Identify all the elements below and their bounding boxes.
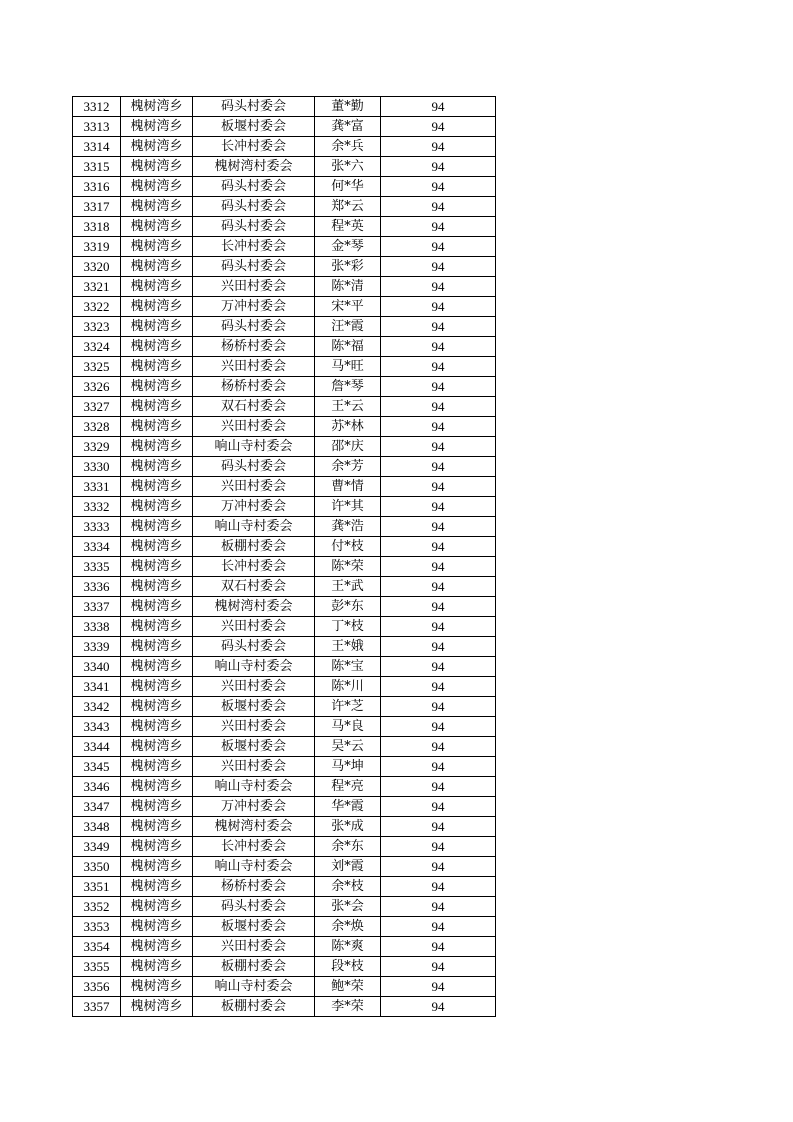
person-name-cell: 苏*林	[315, 417, 381, 437]
person-name-cell: 董*勤	[315, 97, 381, 117]
village-committee-cell: 响山寺村委会	[193, 977, 315, 997]
village-committee-cell: 兴田村委会	[193, 417, 315, 437]
score-cell: 94	[381, 177, 496, 197]
person-name-cell: 付*枝	[315, 537, 381, 557]
table-row	[73, 417, 496, 437]
row-number-cell: 3335	[73, 557, 121, 577]
village-committee-cell: 响山寺村委会	[193, 437, 315, 457]
village-committee-cell: 杨桥村委会	[193, 337, 315, 357]
person-name-cell: 马*良	[315, 717, 381, 737]
score-cell: 94	[381, 417, 496, 437]
person-name-cell: 程*亮	[315, 777, 381, 797]
table-row	[73, 917, 496, 937]
row-number-cell: 3343	[73, 717, 121, 737]
village-committee-cell: 响山寺村委会	[193, 517, 315, 537]
person-name-cell: 龚*浩	[315, 517, 381, 537]
table-row	[73, 677, 496, 697]
township-cell: 槐树湾乡	[121, 497, 193, 517]
row-number-cell: 3352	[73, 897, 121, 917]
score-cell: 94	[381, 697, 496, 717]
row-number-cell: 3345	[73, 757, 121, 777]
score-cell: 94	[381, 737, 496, 757]
row-number-cell: 3342	[73, 697, 121, 717]
score-cell: 94	[381, 997, 496, 1017]
table-row	[73, 137, 496, 157]
person-name-cell: 张*六	[315, 157, 381, 177]
person-name-cell: 张*会	[315, 897, 381, 917]
township-cell: 槐树湾乡	[121, 197, 193, 217]
township-cell: 槐树湾乡	[121, 637, 193, 657]
table-row	[73, 157, 496, 177]
table-row	[73, 437, 496, 457]
score-cell: 94	[381, 637, 496, 657]
person-name-cell: 张*彩	[315, 257, 381, 277]
person-name-cell: 王*云	[315, 397, 381, 417]
row-number-cell: 3318	[73, 217, 121, 237]
row-number-cell: 3355	[73, 957, 121, 977]
person-name-cell: 金*琴	[315, 237, 381, 257]
township-cell: 槐树湾乡	[121, 177, 193, 197]
township-cell: 槐树湾乡	[121, 617, 193, 637]
village-committee-cell: 万冲村委会	[193, 297, 315, 317]
row-number-cell: 3330	[73, 457, 121, 477]
person-name-cell: 詹*琴	[315, 377, 381, 397]
row-number-cell: 3327	[73, 397, 121, 417]
table-row	[73, 957, 496, 977]
village-committee-cell: 码头村委会	[193, 897, 315, 917]
village-committee-cell: 兴田村委会	[193, 277, 315, 297]
village-committee-cell: 杨桥村委会	[193, 877, 315, 897]
person-name-cell: 段*枝	[315, 957, 381, 977]
township-cell: 槐树湾乡	[121, 737, 193, 757]
township-cell: 槐树湾乡	[121, 517, 193, 537]
township-cell: 槐树湾乡	[121, 657, 193, 677]
score-cell: 94	[381, 517, 496, 537]
village-committee-cell: 槐树湾村委会	[193, 597, 315, 617]
score-cell: 94	[381, 917, 496, 937]
row-number-cell: 3347	[73, 797, 121, 817]
table-row	[73, 997, 496, 1017]
score-cell: 94	[381, 797, 496, 817]
township-cell: 槐树湾乡	[121, 897, 193, 917]
table-row	[73, 537, 496, 557]
row-number-cell: 3329	[73, 437, 121, 457]
person-name-cell: 许*芝	[315, 697, 381, 717]
township-cell: 槐树湾乡	[121, 377, 193, 397]
table-row	[73, 237, 496, 257]
village-committee-cell: 码头村委会	[193, 217, 315, 237]
table-row	[73, 857, 496, 877]
score-cell: 94	[381, 397, 496, 417]
person-name-cell: 王*娥	[315, 637, 381, 657]
table-row	[73, 777, 496, 797]
township-cell: 槐树湾乡	[121, 677, 193, 697]
village-committee-cell: 响山寺村委会	[193, 657, 315, 677]
table-row	[73, 557, 496, 577]
person-name-cell: 余*兵	[315, 137, 381, 157]
township-cell: 槐树湾乡	[121, 937, 193, 957]
score-cell: 94	[381, 137, 496, 157]
person-name-cell: 余*东	[315, 837, 381, 857]
score-cell: 94	[381, 317, 496, 337]
score-cell: 94	[381, 777, 496, 797]
village-committee-cell: 兴田村委会	[193, 677, 315, 697]
table-row	[73, 897, 496, 917]
score-cell: 94	[381, 677, 496, 697]
score-cell: 94	[381, 537, 496, 557]
row-number-cell: 3349	[73, 837, 121, 857]
township-cell: 槐树湾乡	[121, 257, 193, 277]
row-number-cell: 3344	[73, 737, 121, 757]
township-cell: 槐树湾乡	[121, 597, 193, 617]
village-committee-cell: 响山寺村委会	[193, 857, 315, 877]
row-number-cell: 3321	[73, 277, 121, 297]
township-cell: 槐树湾乡	[121, 117, 193, 137]
village-committee-cell: 槐树湾村委会	[193, 157, 315, 177]
score-cell: 94	[381, 337, 496, 357]
township-cell: 槐树湾乡	[121, 857, 193, 877]
score-cell: 94	[381, 977, 496, 997]
township-cell: 槐树湾乡	[121, 757, 193, 777]
village-committee-cell: 码头村委会	[193, 197, 315, 217]
village-committee-cell: 板棚村委会	[193, 537, 315, 557]
village-committee-cell: 板堰村委会	[193, 737, 315, 757]
table-row	[73, 117, 496, 137]
township-cell: 槐树湾乡	[121, 157, 193, 177]
table-row	[73, 637, 496, 657]
table-row	[73, 737, 496, 757]
table-row	[73, 317, 496, 337]
township-cell: 槐树湾乡	[121, 957, 193, 977]
village-committee-cell: 码头村委会	[193, 177, 315, 197]
row-number-cell: 3336	[73, 577, 121, 597]
score-cell: 94	[381, 437, 496, 457]
score-cell: 94	[381, 897, 496, 917]
row-number-cell: 3325	[73, 357, 121, 377]
village-committee-cell: 长冲村委会	[193, 137, 315, 157]
row-number-cell: 3315	[73, 157, 121, 177]
row-number-cell: 3338	[73, 617, 121, 637]
table-row	[73, 757, 496, 777]
row-number-cell: 3328	[73, 417, 121, 437]
table-row	[73, 497, 496, 517]
township-cell: 槐树湾乡	[121, 717, 193, 737]
village-committee-cell: 码头村委会	[193, 457, 315, 477]
township-cell: 槐树湾乡	[121, 237, 193, 257]
table-row	[73, 397, 496, 417]
score-cell: 94	[381, 257, 496, 277]
person-name-cell: 陈*宝	[315, 657, 381, 677]
roster-table-body	[73, 97, 496, 1017]
person-name-cell: 陈*川	[315, 677, 381, 697]
village-committee-cell: 兴田村委会	[193, 357, 315, 377]
township-cell: 槐树湾乡	[121, 977, 193, 997]
table-row	[73, 577, 496, 597]
village-committee-cell: 码头村委会	[193, 257, 315, 277]
table-row	[73, 697, 496, 717]
township-cell: 槐树湾乡	[121, 357, 193, 377]
village-committee-cell: 兴田村委会	[193, 937, 315, 957]
village-committee-cell: 槐树湾村委会	[193, 817, 315, 837]
row-number-cell: 3332	[73, 497, 121, 517]
village-committee-cell: 长冲村委会	[193, 237, 315, 257]
person-name-cell: 陈*爽	[315, 937, 381, 957]
table-row	[73, 357, 496, 377]
person-name-cell: 余*枝	[315, 877, 381, 897]
township-cell: 槐树湾乡	[121, 137, 193, 157]
table-row	[73, 377, 496, 397]
score-cell: 94	[381, 817, 496, 837]
score-cell: 94	[381, 157, 496, 177]
person-name-cell: 陈*荣	[315, 557, 381, 577]
village-committee-cell: 兴田村委会	[193, 617, 315, 637]
township-cell: 槐树湾乡	[121, 397, 193, 417]
row-number-cell: 3351	[73, 877, 121, 897]
village-committee-cell: 响山寺村委会	[193, 777, 315, 797]
score-cell: 94	[381, 237, 496, 257]
village-committee-cell: 长冲村委会	[193, 837, 315, 857]
row-number-cell: 3323	[73, 317, 121, 337]
township-cell: 槐树湾乡	[121, 337, 193, 357]
table-row	[73, 297, 496, 317]
score-cell: 94	[381, 457, 496, 477]
table-row	[73, 717, 496, 737]
row-number-cell: 3314	[73, 137, 121, 157]
person-name-cell: 马*旺	[315, 357, 381, 377]
person-name-cell: 丁*枝	[315, 617, 381, 637]
township-cell: 槐树湾乡	[121, 217, 193, 237]
township-cell: 槐树湾乡	[121, 917, 193, 937]
person-name-cell: 王*武	[315, 577, 381, 597]
table-row	[73, 597, 496, 617]
score-cell: 94	[381, 497, 496, 517]
person-name-cell: 彭*东	[315, 597, 381, 617]
score-cell: 94	[381, 617, 496, 637]
township-cell: 槐树湾乡	[121, 97, 193, 117]
roster-table	[72, 96, 496, 1017]
township-cell: 槐树湾乡	[121, 877, 193, 897]
row-number-cell: 3357	[73, 997, 121, 1017]
person-name-cell: 鲍*荣	[315, 977, 381, 997]
person-name-cell: 张*成	[315, 817, 381, 837]
row-number-cell: 3341	[73, 677, 121, 697]
score-cell: 94	[381, 377, 496, 397]
village-committee-cell: 杨桥村委会	[193, 377, 315, 397]
person-name-cell: 余*芳	[315, 457, 381, 477]
village-committee-cell: 板堰村委会	[193, 117, 315, 137]
township-cell: 槐树湾乡	[121, 477, 193, 497]
person-name-cell: 龚*富	[315, 117, 381, 137]
table-row	[73, 177, 496, 197]
person-name-cell: 刘*霞	[315, 857, 381, 877]
township-cell: 槐树湾乡	[121, 817, 193, 837]
person-name-cell: 余*焕	[315, 917, 381, 937]
township-cell: 槐树湾乡	[121, 797, 193, 817]
score-cell: 94	[381, 877, 496, 897]
row-number-cell: 3317	[73, 197, 121, 217]
score-cell: 94	[381, 557, 496, 577]
township-cell: 槐树湾乡	[121, 837, 193, 857]
township-cell: 槐树湾乡	[121, 777, 193, 797]
township-cell: 槐树湾乡	[121, 417, 193, 437]
row-number-cell: 3316	[73, 177, 121, 197]
row-number-cell: 3348	[73, 817, 121, 837]
township-cell: 槐树湾乡	[121, 437, 193, 457]
row-number-cell: 3319	[73, 237, 121, 257]
village-committee-cell: 板堰村委会	[193, 697, 315, 717]
row-number-cell: 3354	[73, 937, 121, 957]
village-committee-cell: 码头村委会	[193, 97, 315, 117]
village-committee-cell: 码头村委会	[193, 317, 315, 337]
score-cell: 94	[381, 937, 496, 957]
person-name-cell: 马*坤	[315, 757, 381, 777]
score-cell: 94	[381, 197, 496, 217]
score-cell: 94	[381, 857, 496, 877]
table-row	[73, 817, 496, 837]
person-name-cell: 华*霞	[315, 797, 381, 817]
person-name-cell: 汪*霞	[315, 317, 381, 337]
table-row	[73, 617, 496, 637]
table-row	[73, 477, 496, 497]
township-cell: 槐树湾乡	[121, 697, 193, 717]
township-cell: 槐树湾乡	[121, 457, 193, 477]
score-cell: 94	[381, 357, 496, 377]
table-row	[73, 217, 496, 237]
township-cell: 槐树湾乡	[121, 537, 193, 557]
person-name-cell: 郑*云	[315, 197, 381, 217]
row-number-cell: 3339	[73, 637, 121, 657]
village-committee-cell: 双石村委会	[193, 577, 315, 597]
row-number-cell: 3340	[73, 657, 121, 677]
village-committee-cell: 板棚村委会	[193, 997, 315, 1017]
row-number-cell: 3334	[73, 537, 121, 557]
table-row	[73, 197, 496, 217]
score-cell: 94	[381, 97, 496, 117]
person-name-cell: 何*华	[315, 177, 381, 197]
score-cell: 94	[381, 217, 496, 237]
row-number-cell: 3331	[73, 477, 121, 497]
score-cell: 94	[381, 117, 496, 137]
village-committee-cell: 长冲村委会	[193, 557, 315, 577]
township-cell: 槐树湾乡	[121, 297, 193, 317]
village-committee-cell: 兴田村委会	[193, 477, 315, 497]
village-committee-cell: 板棚村委会	[193, 957, 315, 977]
row-number-cell: 3356	[73, 977, 121, 997]
row-number-cell: 3346	[73, 777, 121, 797]
village-committee-cell: 万冲村委会	[193, 497, 315, 517]
township-cell: 槐树湾乡	[121, 997, 193, 1017]
table-row	[73, 837, 496, 857]
table-row	[73, 97, 496, 117]
row-number-cell: 3320	[73, 257, 121, 277]
person-name-cell: 许*其	[315, 497, 381, 517]
row-number-cell: 3322	[73, 297, 121, 317]
table-row	[73, 937, 496, 957]
village-committee-cell: 万冲村委会	[193, 797, 315, 817]
row-number-cell: 3312	[73, 97, 121, 117]
township-cell: 槐树湾乡	[121, 317, 193, 337]
row-number-cell: 3333	[73, 517, 121, 537]
table-row	[73, 657, 496, 677]
village-committee-cell: 兴田村委会	[193, 757, 315, 777]
village-committee-cell: 双石村委会	[193, 397, 315, 417]
row-number-cell: 3324	[73, 337, 121, 357]
township-cell: 槐树湾乡	[121, 277, 193, 297]
score-cell: 94	[381, 297, 496, 317]
score-cell: 94	[381, 657, 496, 677]
score-cell: 94	[381, 957, 496, 977]
person-name-cell: 陈*福	[315, 337, 381, 357]
row-number-cell: 3350	[73, 857, 121, 877]
table-row	[73, 337, 496, 357]
score-cell: 94	[381, 837, 496, 857]
table-row	[73, 277, 496, 297]
row-number-cell: 3326	[73, 377, 121, 397]
table-row	[73, 977, 496, 997]
person-name-cell: 李*荣	[315, 997, 381, 1017]
township-cell: 槐树湾乡	[121, 557, 193, 577]
table-row	[73, 797, 496, 817]
table-row	[73, 877, 496, 897]
score-cell: 94	[381, 717, 496, 737]
person-name-cell: 邵*庆	[315, 437, 381, 457]
row-number-cell: 3313	[73, 117, 121, 137]
person-name-cell: 陈*清	[315, 277, 381, 297]
row-number-cell: 3353	[73, 917, 121, 937]
person-name-cell: 宋*平	[315, 297, 381, 317]
village-committee-cell: 板堰村委会	[193, 917, 315, 937]
person-name-cell: 程*英	[315, 217, 381, 237]
person-name-cell: 吴*云	[315, 737, 381, 757]
table-row	[73, 457, 496, 477]
score-cell: 94	[381, 757, 496, 777]
village-committee-cell: 码头村委会	[193, 637, 315, 657]
township-cell: 槐树湾乡	[121, 577, 193, 597]
score-cell: 94	[381, 577, 496, 597]
row-number-cell: 3337	[73, 597, 121, 617]
table-row	[73, 257, 496, 277]
person-name-cell: 曹*情	[315, 477, 381, 497]
table-row	[73, 517, 496, 537]
score-cell: 94	[381, 277, 496, 297]
village-committee-cell: 兴田村委会	[193, 717, 315, 737]
score-cell: 94	[381, 477, 496, 497]
score-cell: 94	[381, 597, 496, 617]
